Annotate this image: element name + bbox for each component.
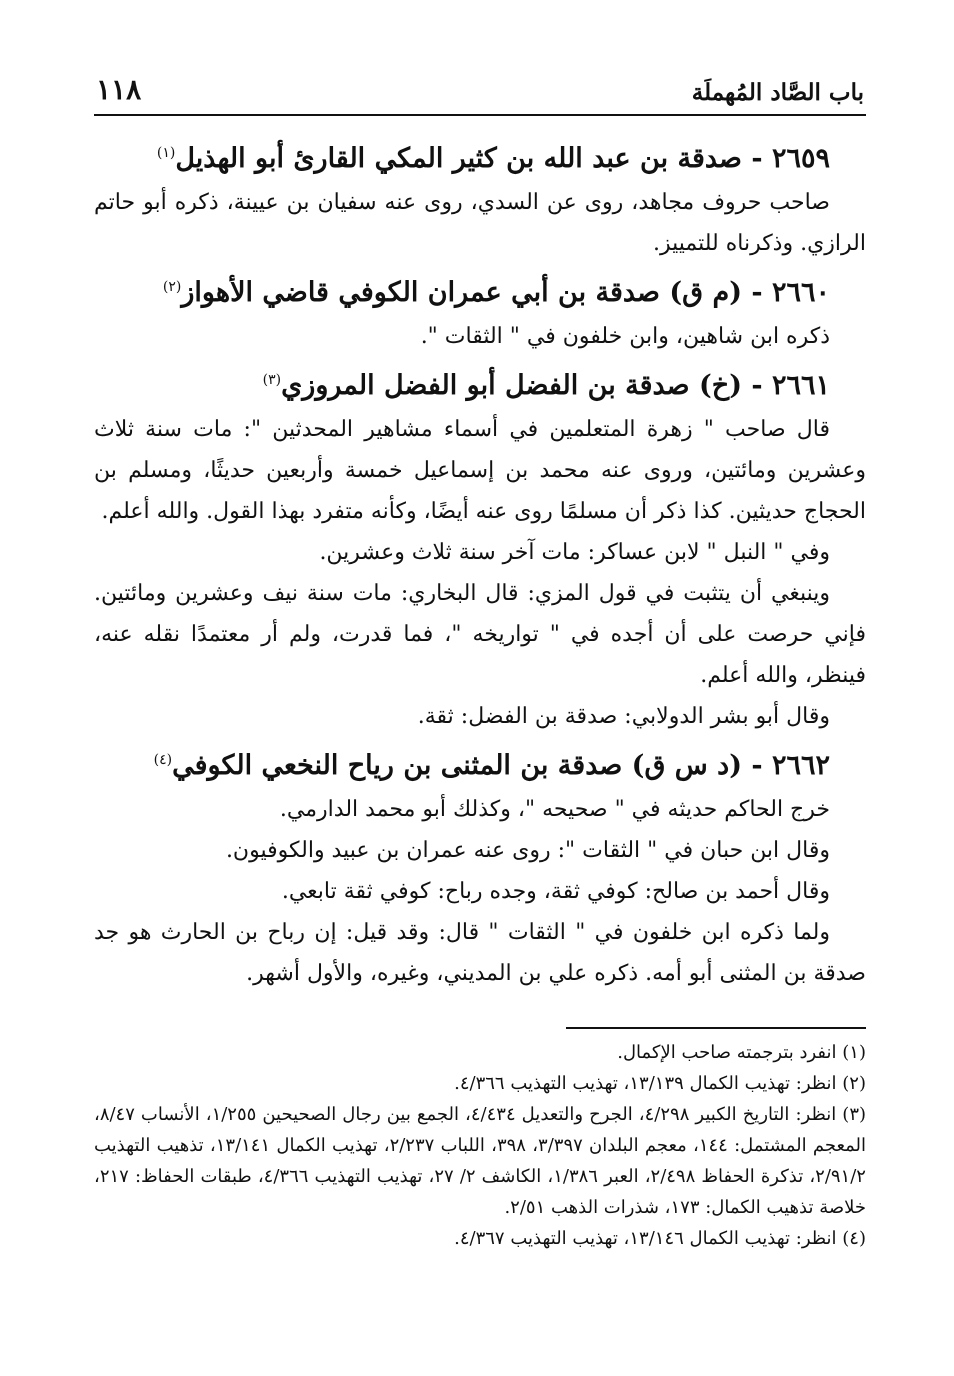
entry-title — [94, 737, 866, 789]
entry-title — [94, 264, 866, 316]
entry-title — [94, 130, 866, 182]
footnote: (١) انفرد بترجمته صاحب الإكمال. — [617, 1042, 866, 1063]
entry-paragraph: وقال أحمد بن صالح: كوفي ثقة، وجده رباح: كوفي ثقة تابعي. — [281, 879, 830, 904]
footnote-ref: (٣) — [262, 372, 282, 388]
chapter-title: باب الصَّاد المُهملَة — [691, 79, 864, 106]
entry-paragraph: قال صاحب " زهرة المتعلمين في أسماء مشاهير المحدثين ": مات سنة ثلاث وعشرين ومائتين، وروى عنه محمد بن إسماعيل خمسة وأربعين حديثًا، ومسلم بن الحجاج حديثين. كذا ذكر أن مسلمًا روى عنه أيضًا، وكأنه متفرد بهذا القول. والله أعلم. — [94, 417, 866, 524]
running-header — [94, 68, 866, 116]
entry-title-text: ٢٦٦١ - (خ) صدقة بن الفضل أبو الفضل المروزي — [281, 370, 830, 401]
entry-paragraph: وقال ابن حبان في " الثقات ": روى عنه عمران بن عبيد والكوفيون. — [225, 838, 830, 863]
entry-paragraph: ذكره ابن شاهين، وابن خلفون في " الثقات ". — [420, 324, 830, 349]
footnote-ref: (١) — [156, 145, 176, 161]
entry-title-text: ٢٦٦٢ - (د س ق) صدقة بن المثنى بن رياح النخعي الكوفي — [172, 750, 830, 781]
book-page — [94, 68, 866, 1358]
footnotes — [94, 1037, 866, 1254]
footnote: (٤) انظر: تهذيب الكمال ١٣/١٤٦، تهذيب التهذيب ٤/٣٦٧. — [454, 1228, 866, 1249]
main-text — [94, 130, 866, 994]
entry-paragraph: خرج الحاكم حديثه في " صحيحه "، وكذلك أبو محمد الدارمي. — [279, 797, 830, 822]
entry-paragraph: صاحب حروف مجاهد، روى عن السدي، روى عنه سفيان بن عيينة، ذكره أبو حاتم الرازي. وذكرناه للتمييز. — [94, 190, 866, 256]
entry-title-text: ٢٦٥٩ - صدقة بن عبد الله بن كثير المكي القارئ أبو الهذيل — [175, 143, 830, 174]
entry-paragraph: وقال أبو بشر الدولابي: صدقة بن الفضل: ثقة. — [417, 704, 830, 729]
page-number: ١١٨ — [96, 73, 142, 106]
footnote-ref: (٤) — [153, 752, 173, 768]
entry-paragraph: ولما ذكره ابن خلفون في " الثقات " قال: وقد قيل: إن رباح بن الحارث هو جد صدقة بن المثنى أبو أمه. ذكره علي بن المديني، وغيره، والأول أشهر. — [94, 920, 866, 986]
entry-paragraph: وينبغي أن يتثبت في قول المزي: قال البخاري: مات سنة نيف وعشرين ومائتين. فإني حرصت على أن أجده في " تواريخه "، فما قدرت، ولم أر معتمدًا نقله عنه، فينظر، والله أعلم. — [94, 581, 866, 688]
entry-title — [94, 357, 866, 409]
entry-paragraph: وفي " النبل " لابن عساكر: مات آخر سنة ثلاث وعشرين. — [319, 540, 830, 565]
entry-title-text: ٢٦٦٠ - (م ق) صدقة بن أبي عمران الكوفي قاضي الأهواز — [181, 277, 830, 308]
footnote: (٣) انظر: التاريخ الكبير ٤/٢٩٨، الجرح والتعديل ٤/٤٣٤، الجمع بين رجال الصحيحين ١/٢٥٥، الأنساب ٨/٤٧، المعجم المشتمل: ١٤٤، معجم البلدان ٣/٣٩٧، ٣٩٨، اللباب ٢/٢٣٧، تهذيب الكمال ١٣/١٤١، تذهيب التهذيب ٢/٩١/٢، تذكرة الحفاظ ٢/٤٩٨، العبر ١/٣٨٦، الكاشف ٢/ ٢٧، تهذيب التهذيب ٤/٣٦٦، طبقات الحفاظ: ٢١٧، خلاصة تذهيب الكمال: ١٧٣، شذرات الذهب ٢/٥١. — [94, 1104, 867, 1218]
footnote: (٢) انظر: تهذيب الكمال ١٣/١٣٩، تهذيب التهذيب ٤/٣٦٦. — [454, 1073, 866, 1094]
footnote-divider — [566, 1027, 866, 1029]
footnote-ref: (٢) — [162, 279, 182, 295]
